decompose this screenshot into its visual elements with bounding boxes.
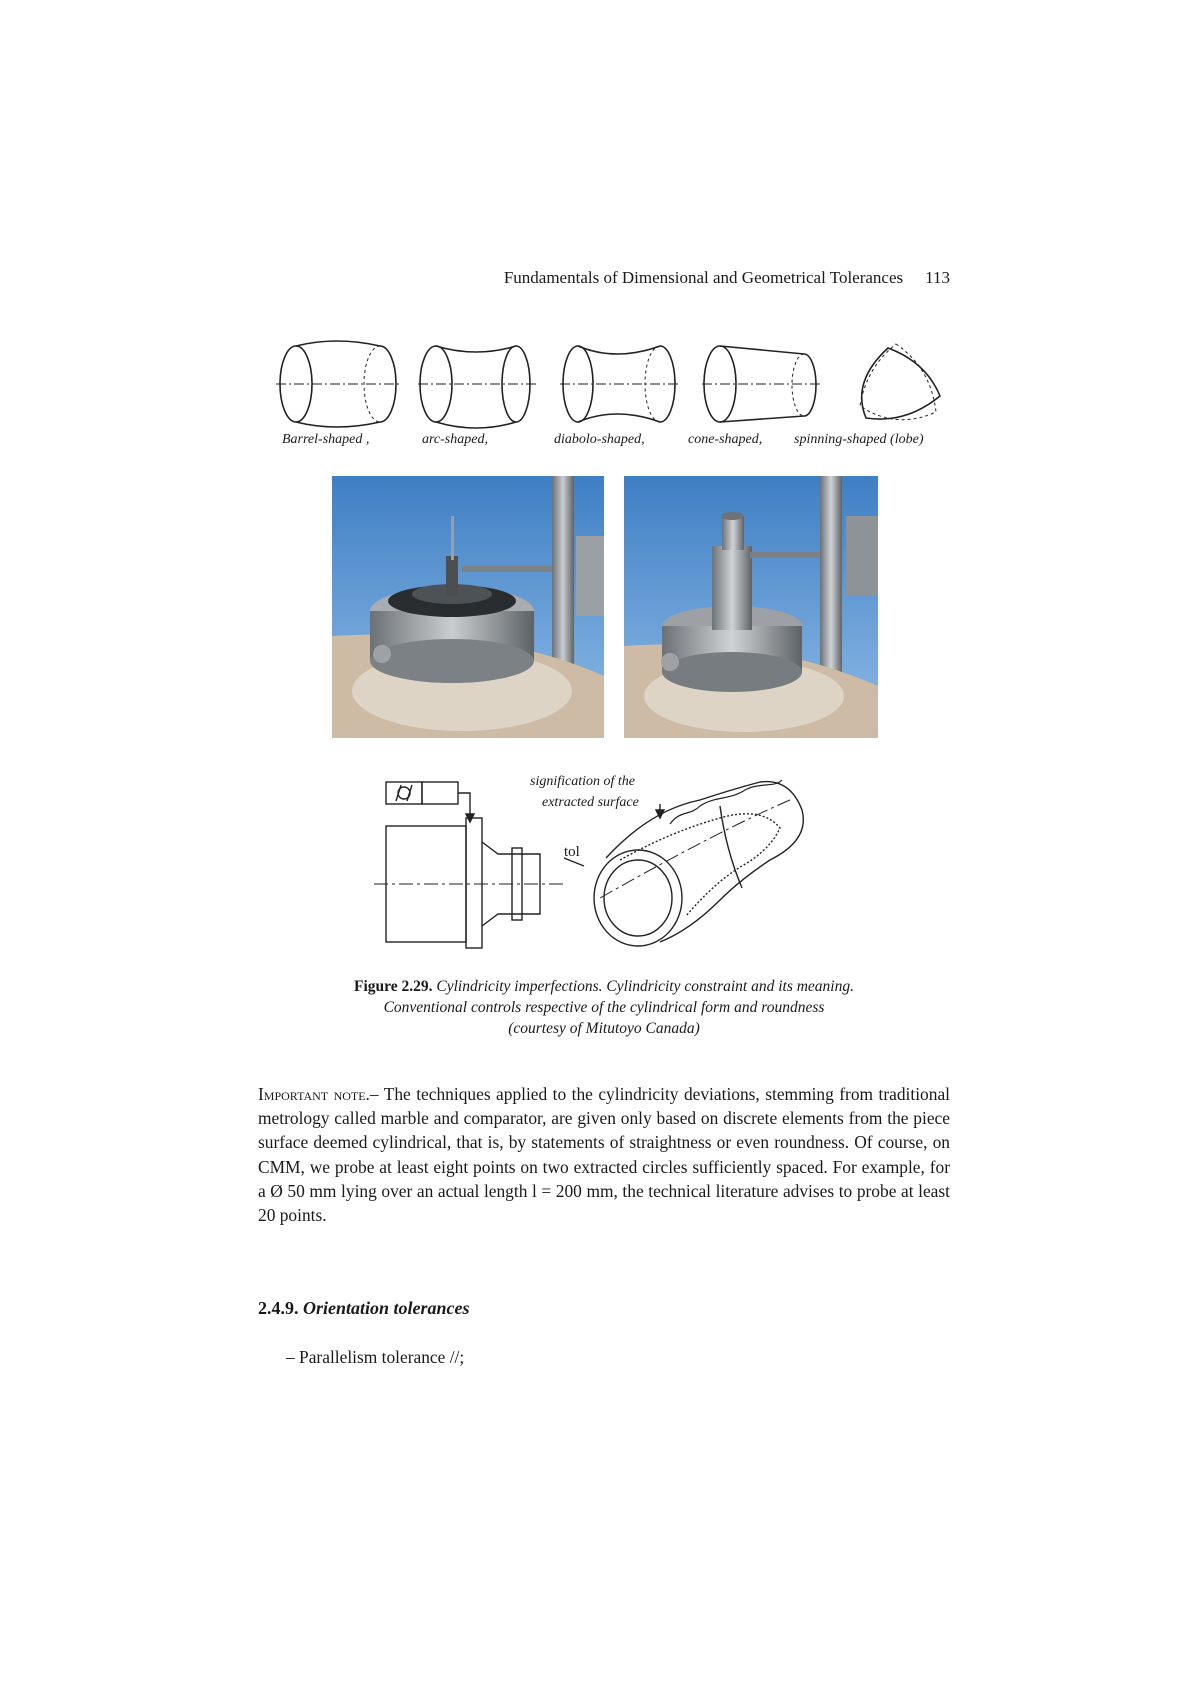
roundness-tester-photo-left: [332, 476, 604, 738]
page-number: 113: [925, 268, 950, 287]
tol-label: tol: [564, 844, 580, 860]
cylindricity-shapes-row: [276, 332, 956, 462]
lobe-shape: [860, 344, 940, 420]
shape-label-cone: cone-shaped,: [688, 432, 763, 447]
running-title: Fundamentals of Dimensional and Geometrical Tolerances: [503, 268, 904, 287]
caption-text-1: Cylindricity imperfections. Cylindricity constraint and its meaning.: [436, 978, 854, 995]
figure-caption: [258, 976, 950, 1039]
caption-line-1: [258, 976, 950, 997]
cone-shape: [702, 346, 821, 422]
extracted-cylinder-end: [594, 850, 682, 946]
shape-label-lobe: spinning-shaped (lobe): [794, 432, 924, 447]
cylindricity-shapes-drawing: [276, 332, 956, 432]
caption-line-2: Conventional controls respective of the cylindrical form and roundness: [383, 999, 825, 1016]
section-heading: [258, 1298, 470, 1319]
section-title: Orientation tolerances: [303, 1298, 470, 1318]
important-note-paragraph: [258, 1082, 950, 1227]
note-text: – The techniques applied to the cylindricity deviations, stemming from traditional metrology called marble and comparator, are given only based on discrete elements from the piece surface deemed cylindrical, that is, by statements of straightness or even roundness. Of course, on CMM, we probe at least eight points on two extracted circles sufficiently spaced. For example, for a Ø 50 mm lying over an actual length l = 200 mm, the technical literature advises to probe at least 20 points.: [258, 1084, 950, 1226]
part-flange: [466, 818, 482, 948]
shape-label-diabolo: diabolo-shaped,: [554, 432, 645, 447]
shape-label-barrel: Barrel-shaped ,: [282, 432, 370, 447]
list-item: – Parallelism tolerance //;: [286, 1347, 465, 1367]
shape-label-arc: arc-shaped,: [422, 432, 488, 447]
arc-shape: [418, 346, 538, 428]
figure-label: Figure 2.29.: [354, 978, 433, 995]
section-number: 2.4.9.: [258, 1298, 299, 1318]
extracted-surface-label-line2: extracted surface: [542, 795, 639, 810]
tolerance-frame-symbol-cell: [386, 782, 422, 804]
barrel-shape: [276, 341, 400, 427]
note-label: Important note.: [258, 1084, 370, 1104]
roundness-tester-photo-right: [624, 476, 878, 738]
caption-line-3: (courtesy of Mitutoyo Canada): [508, 1020, 700, 1037]
running-head: [258, 268, 950, 288]
tolerance-frame-value-cell: [422, 782, 458, 804]
extracted-surface-label-line1: signification of the: [530, 774, 635, 789]
diabolo-shape: [560, 346, 680, 422]
cylindricity-drawing: [370, 770, 830, 955]
